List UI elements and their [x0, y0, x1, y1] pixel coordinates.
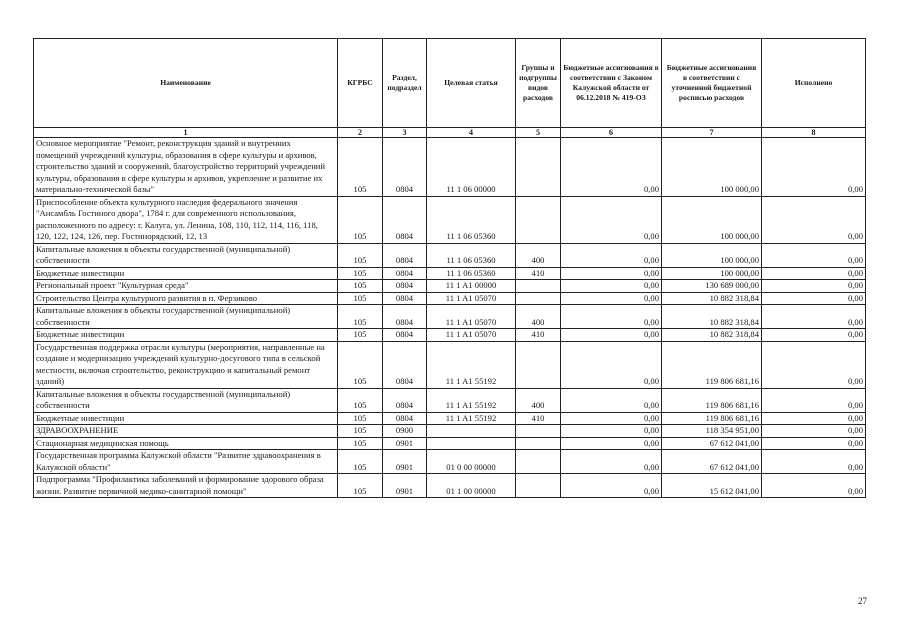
- row-group: [516, 437, 561, 450]
- row-executed-amount: 0,00: [762, 412, 866, 425]
- row-target: 11 1 A1 55192: [427, 412, 516, 425]
- row-law-amount: 0,00: [561, 243, 662, 267]
- row-refined-amount: 100 000,00: [662, 243, 762, 267]
- row-group: [516, 425, 561, 438]
- row-section: 0901: [383, 474, 427, 498]
- row-section: 0804: [383, 196, 427, 243]
- row-target: [427, 437, 516, 450]
- row-law-amount: 0,00: [561, 437, 662, 450]
- column-number: 4: [427, 128, 516, 138]
- header-row: [34, 39, 866, 128]
- column-number: 5: [516, 128, 561, 138]
- row-section: 0804: [383, 388, 427, 412]
- row-executed-amount: 0,00: [762, 280, 866, 293]
- row-kgrbs: 105: [338, 341, 383, 388]
- row-target: 11 1 A1 55192: [427, 341, 516, 388]
- row-name: Бюджетные инвестиции: [34, 267, 338, 280]
- row-executed-amount: 0,00: [762, 437, 866, 450]
- row-kgrbs: 105: [338, 196, 383, 243]
- row-name: Бюджетные инвестиции: [34, 412, 338, 425]
- table-row: [34, 412, 866, 425]
- row-executed-amount: 0,00: [762, 267, 866, 280]
- row-group: 400: [516, 305, 561, 329]
- row-name: Региональный проект "Культурная среда": [34, 280, 338, 293]
- row-name: Капитальные вложения в объекты государственной (муниципальной) собственности: [34, 305, 338, 329]
- row-group: [516, 292, 561, 305]
- row-kgrbs: 105: [338, 292, 383, 305]
- table-row: [34, 292, 866, 305]
- row-target: 11 1 06 05360: [427, 267, 516, 280]
- row-target: 11 1 06 00000: [427, 138, 516, 197]
- row-refined-amount: 100 000,00: [662, 196, 762, 243]
- header-law: Бюджетные ассигнования в соответствии с Законом Калужской области от 06.12.2018 № 419-ОЗ: [561, 39, 662, 128]
- row-refined-amount: 67 612 041,00: [662, 450, 762, 474]
- row-law-amount: 0,00: [561, 388, 662, 412]
- row-law-amount: 0,00: [561, 329, 662, 342]
- row-refined-amount: 118 354 951,00: [662, 425, 762, 438]
- column-number: 3: [383, 128, 427, 138]
- row-refined-amount: 10 882 318,84: [662, 329, 762, 342]
- row-group: [516, 450, 561, 474]
- header-kgrbs: КГРБС: [338, 39, 383, 128]
- column-number: 1: [34, 128, 338, 138]
- row-kgrbs: 105: [338, 280, 383, 293]
- table-row: [34, 196, 866, 243]
- row-executed-amount: 0,00: [762, 329, 866, 342]
- row-section: 0901: [383, 450, 427, 474]
- row-group: 410: [516, 329, 561, 342]
- row-section: 0804: [383, 329, 427, 342]
- row-name: Стационарная медицинская помощь: [34, 437, 338, 450]
- row-target: 11 1 A1 05070: [427, 305, 516, 329]
- row-section: 0804: [383, 243, 427, 267]
- row-kgrbs: 105: [338, 425, 383, 438]
- row-name: Приспособление объекта культурного наследия федерального значения "Ансамбль Гостиного двора", 1784 г. для современного использования, расположенного по адресу: г. Калуга, ул. Ленина, 108, 110, 112, 114, 116, 118, 120, 122, 124, 126, пер. Гостинорядский, 12, 13: [34, 196, 338, 243]
- header-group: Группы и подгруппы видов расходов: [516, 39, 561, 128]
- column-number-row: [34, 128, 866, 138]
- row-refined-amount: 130 689 000,00: [662, 280, 762, 293]
- row-name: Капитальные вложения в объекты государственной (муниципальной) собственности: [34, 388, 338, 412]
- row-law-amount: 0,00: [561, 450, 662, 474]
- header-target: Целевая статья: [427, 39, 516, 128]
- table-row: [34, 450, 866, 474]
- table-row: [34, 138, 866, 197]
- row-target: 01 0 00 00000: [427, 450, 516, 474]
- row-kgrbs: 105: [338, 412, 383, 425]
- row-law-amount: 0,00: [561, 412, 662, 425]
- row-name: Государственная поддержка отрасли культуры (мероприятия, направленные на создание и модернизацию учреждений культурно-досугового типа в сельской местности, включая строительство, реконструкцию и капитальный ремонт зданий): [34, 341, 338, 388]
- row-refined-amount: 100 000,00: [662, 138, 762, 197]
- row-name: Подпрограмма "Профилактика заболеваний и формирование здорового образа жизни. Развитие первичной медико-санитарной помощи": [34, 474, 338, 498]
- row-group: 410: [516, 267, 561, 280]
- table-row: [34, 474, 866, 498]
- row-group: 400: [516, 243, 561, 267]
- row-executed-amount: 0,00: [762, 425, 866, 438]
- row-executed-amount: 0,00: [762, 388, 866, 412]
- page-number: 27: [858, 596, 867, 606]
- header-section: Раздел, подраздел: [383, 39, 427, 128]
- row-law-amount: 0,00: [561, 305, 662, 329]
- row-executed-amount: 0,00: [762, 138, 866, 197]
- row-kgrbs: 105: [338, 267, 383, 280]
- row-group: [516, 280, 561, 293]
- row-refined-amount: 119 806 681,16: [662, 388, 762, 412]
- row-law-amount: 0,00: [561, 341, 662, 388]
- row-refined-amount: 15 612 041,00: [662, 474, 762, 498]
- row-kgrbs: 105: [338, 305, 383, 329]
- row-section: 0901: [383, 437, 427, 450]
- row-section: 0900: [383, 425, 427, 438]
- row-kgrbs: 105: [338, 437, 383, 450]
- row-kgrbs: 105: [338, 450, 383, 474]
- row-section: 0804: [383, 305, 427, 329]
- row-kgrbs: 105: [338, 138, 383, 197]
- table-row: [34, 437, 866, 450]
- table-row: [34, 341, 866, 388]
- row-target: 11 1 A1 05070: [427, 329, 516, 342]
- row-section: 0804: [383, 267, 427, 280]
- table-row: [34, 425, 866, 438]
- row-target: 01 1 00 00000: [427, 474, 516, 498]
- row-name: Капитальные вложения в объекты государственной (муниципальной) собственности: [34, 243, 338, 267]
- row-law-amount: 0,00: [561, 425, 662, 438]
- row-executed-amount: 0,00: [762, 196, 866, 243]
- column-number: 8: [762, 128, 866, 138]
- row-executed-amount: 0,00: [762, 450, 866, 474]
- row-kgrbs: 105: [338, 329, 383, 342]
- row-refined-amount: 100 000,00: [662, 267, 762, 280]
- row-executed-amount: 0,00: [762, 305, 866, 329]
- row-target: 11 1 06 05360: [427, 243, 516, 267]
- row-name: ЗДРАВООХРАНЕНИЕ: [34, 425, 338, 438]
- row-refined-amount: 10 882 318,84: [662, 292, 762, 305]
- budget-table: [33, 38, 866, 498]
- column-number: 6: [561, 128, 662, 138]
- row-executed-amount: 0,00: [762, 292, 866, 305]
- row-law-amount: 0,00: [561, 138, 662, 197]
- row-section: 0804: [383, 292, 427, 305]
- row-section: 0804: [383, 412, 427, 425]
- row-law-amount: 0,00: [561, 267, 662, 280]
- header-name: Наименование: [34, 39, 338, 128]
- row-section: 0804: [383, 280, 427, 293]
- row-name: Строительство Центра культурного развития в п. Ферзиково: [34, 292, 338, 305]
- row-law-amount: 0,00: [561, 196, 662, 243]
- row-kgrbs: 105: [338, 243, 383, 267]
- table-row: [34, 388, 866, 412]
- row-target: [427, 425, 516, 438]
- row-section: 0804: [383, 138, 427, 197]
- row-group: 410: [516, 412, 561, 425]
- column-number: 7: [662, 128, 762, 138]
- row-kgrbs: 105: [338, 388, 383, 412]
- row-section: 0804: [383, 341, 427, 388]
- row-target: 11 1 A1 00000: [427, 280, 516, 293]
- row-law-amount: 0,00: [561, 280, 662, 293]
- table-row: [34, 267, 866, 280]
- row-group: [516, 341, 561, 388]
- row-executed-amount: 0,00: [762, 341, 866, 388]
- row-group: [516, 138, 561, 197]
- table-row: [34, 329, 866, 342]
- row-group: 400: [516, 388, 561, 412]
- row-target: 11 1 A1 55192: [427, 388, 516, 412]
- header-refined: Бюджетные ассигнования в соответствии с уточненной бюджетной росписью расходов: [662, 39, 762, 128]
- row-name: Государственная программа Калужской области "Развитие здравоохранения в Калужской области": [34, 450, 338, 474]
- table-row: [34, 280, 866, 293]
- row-refined-amount: 10 882 318,84: [662, 305, 762, 329]
- header-executed: Исполнено: [762, 39, 866, 128]
- column-number: 2: [338, 128, 383, 138]
- row-refined-amount: 119 806 681,16: [662, 412, 762, 425]
- row-law-amount: 0,00: [561, 292, 662, 305]
- row-refined-amount: 67 612 041,00: [662, 437, 762, 450]
- row-name: Основное мероприятие "Ремонт, реконструкция зданий и внутренних помещений учреждений культуры, образования в сфере культуры и архивов, строительство зданий и сооружений, благоустройство территорий учреждений культуры, образования в сфере культуры и архивов, укрепление и развитие их материально-технической базы": [34, 138, 338, 197]
- table-row: [34, 305, 866, 329]
- row-executed-amount: 0,00: [762, 474, 866, 498]
- row-kgrbs: 105: [338, 474, 383, 498]
- row-name: Бюджетные инвестиции: [34, 329, 338, 342]
- row-group: [516, 196, 561, 243]
- row-group: [516, 474, 561, 498]
- row-refined-amount: 119 806 681,16: [662, 341, 762, 388]
- row-target: 11 1 A1 05070: [427, 292, 516, 305]
- row-target: 11 1 06 05360: [427, 196, 516, 243]
- table-row: [34, 243, 866, 267]
- row-law-amount: 0,00: [561, 474, 662, 498]
- row-executed-amount: 0,00: [762, 243, 866, 267]
